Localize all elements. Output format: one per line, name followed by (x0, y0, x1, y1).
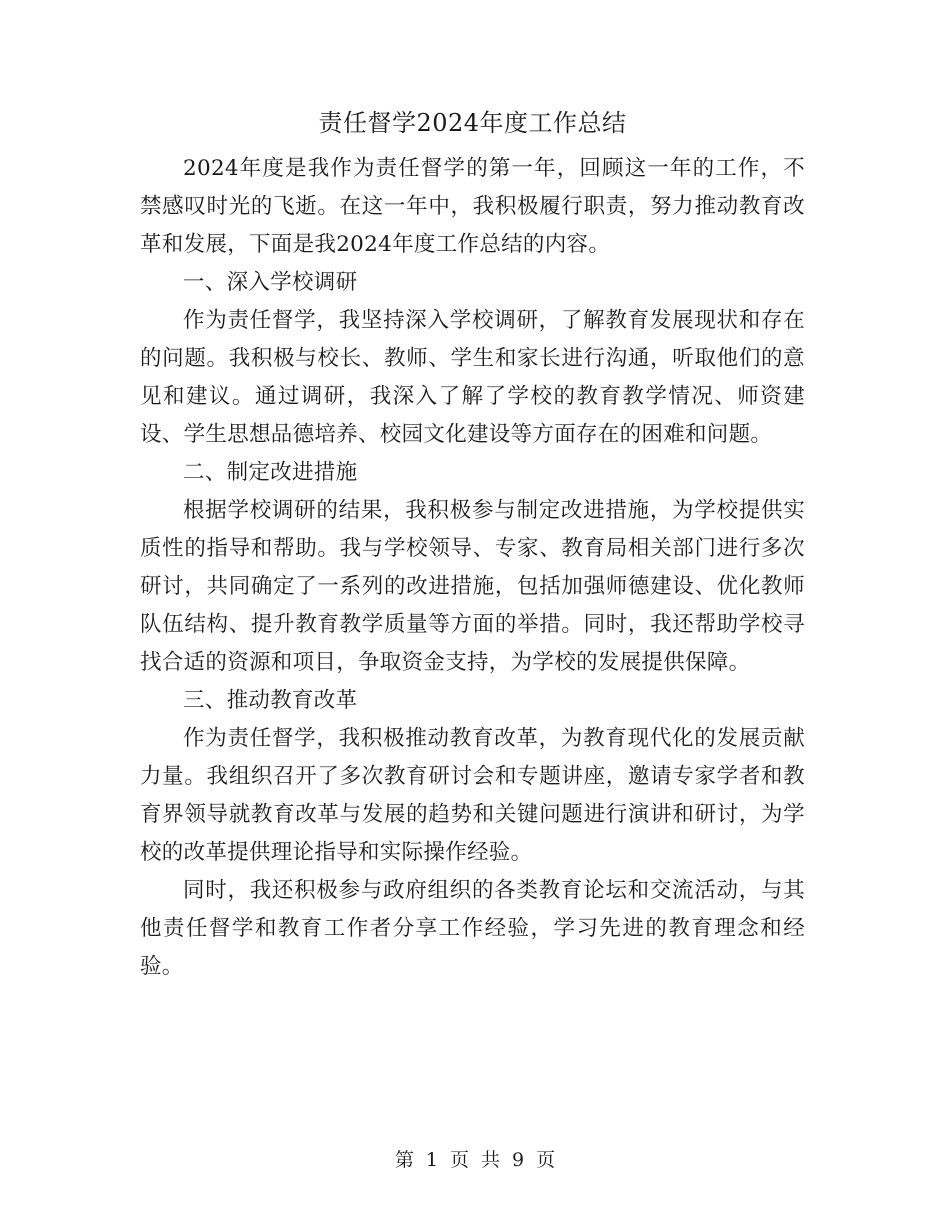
paragraph-measures: 根据学校调研的结果，我积极参与制定改进措施，为学校提供实质性的指导和帮助。我与学校领导、专家、教育局相关部门进行多次研讨，共同确定了一系列的改进措施，包括加强师德建设、优化教师队伍结构、提升教育教学质量等方面的举措。同时，我还帮助学校寻找合适的资源和项目，争取资金支持，为学校的发展提供保障。 (140, 498, 805, 675)
document-title: 责任督学2024年度工作总结 (318, 109, 627, 137)
section-heading-reform: 三、推动教育改革 (183, 688, 358, 713)
paragraph-research: 作为责任督学，我坚持深入学校调研，了解教育发展现状和存在的问题。我积极与校长、教师、学生和家长进行沟通，听取他们的意见和建议。通过调研，我深入了解了学校的教育教学情况、师资建设、学生思想品德培养、校园文化建设等方面存在的困难和问题。 (140, 308, 805, 447)
section-heading-measures: 二、制定改进措施 (183, 460, 358, 485)
paragraph-exchange: 同时，我还积极参与政府组织的各类教育论坛和交流活动，与其他责任督学和教育工作者分享工作经验，学习先进的教育理念和经验。 (140, 878, 805, 979)
paragraph-reform: 作为责任督学，我积极推动教育改革，为教育现代化的发展贡献力量。我组织召开了多次教育研讨会和专题讲座，邀请专家学者和教育界领导就教育改革与发展的趋势和关键问题进行演讲和研讨，为学校的改革提供理论指导和实际操作经验。 (140, 726, 805, 865)
intro-paragraph: 2024年度是我作为责任督学的第一年，回顾这一年的工作，不禁感叹时光的飞逝。在这一年中，我积极履行职责，努力推动教育改革和发展，下面是我2024年度工作总结的内容。 (140, 156, 805, 257)
section-heading-research: 一、深入学校调研 (183, 270, 358, 295)
document-body (140, 104, 805, 986)
page-number-footer: 第 1 页 共 9 页 (394, 1149, 556, 1171)
